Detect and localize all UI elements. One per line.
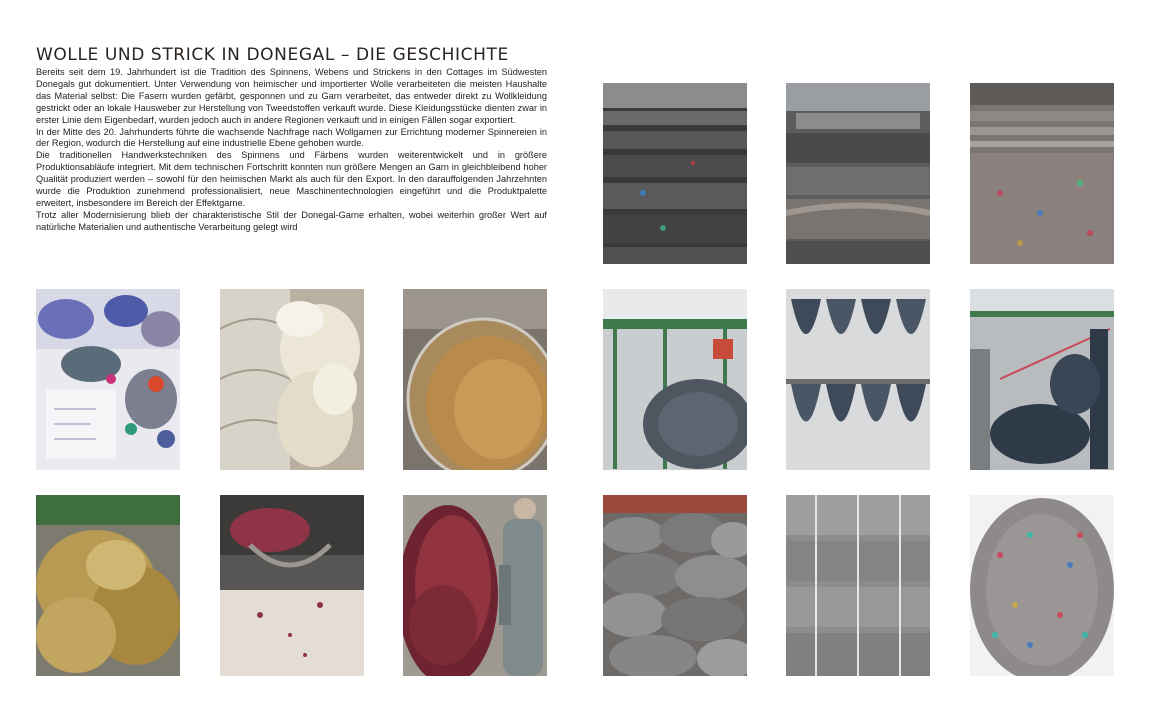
paragraph-4: Trotz aller Modernisierung blieb der charakteristische Stil der Donegal-Garne erhalten, wobei weiterhin großer Wert auf natürliche Materialien und authentische Verarbeitung gelegt wird	[36, 209, 547, 232]
photo-carding-machine-web	[786, 83, 930, 264]
page-title: WOLLE UND STRICK IN DONEGAL – DIE GESCHICHTE	[36, 45, 509, 66]
photo-golden-fiber-blending	[36, 495, 180, 676]
photo-donegal-yarn-cone	[970, 495, 1114, 676]
paragraph-1: Bereits seit dem 19. Jahrhundert ist die Tradition des Spinnens, Webens und Strickens in den Cottages im Südwesten Donegals gut dokumentiert. Unter Verwendung von heimischer und importierter Wolle verarbeiteten die meisten Haushalte das Material selbst: Die Fasern wurden gefärbt, gesponnen und zu Garn verarbeitet, das entweder direkt zu Wollkleidung gestrickt oder an lokale Hausweber zur Herstellung von Tweedstoffen verkauft wurde. Diese Kleidungsstücke dienten zwar in erster Linie dem Eigenbedarf, wurden jedoch auch in andere Regionen verkauft und in einigen Fällen sogar exportiert.	[36, 67, 547, 125]
body-text	[36, 67, 547, 234]
photo-reeling-machine	[970, 289, 1114, 470]
photo-roving-closeup	[970, 83, 1114, 264]
photo-grey-yarn-skeins-hanging	[786, 289, 930, 470]
photo-stacked-grey-hanks	[603, 495, 747, 676]
photo-spinning-frame-rollers	[603, 83, 747, 264]
photo-dyed-wool-in-vat	[403, 289, 547, 470]
photo-raw-white-fleece	[220, 289, 364, 470]
photo-red-fiber-mixing-machine	[220, 495, 364, 676]
photo-worker-with-red-fiber	[403, 495, 547, 676]
photo-spinning-hall-cone	[603, 289, 747, 470]
paragraph-2: In der Mitte des 20. Jahrhunderts führte die wachsende Nachfrage nach Wollgarnen zur Errichtung moderner Spinnereien in der Region, wodurch die Herstellung auf eine industrielle Ebene gehoben wurde.	[36, 126, 547, 149]
photo-colored-wool-samples	[36, 289, 180, 470]
photo-yarn-layers-closeup	[786, 495, 930, 676]
paragraph-3: Die traditionellen Handwerkstechniken des Spinnens und Färbens wurden weiterentwickelt und in größere Produktionsabläufe integriert. Mit dem technischen Fortschritt konnten nun größere Mengen an Garn in gleichbleibend hoher Qualität produziert werden – sowohl für den heimischen Markt als auch für den Export. In den darauffolgenden Jahrzehnten wurde die Produktion zunehmend professionalisiert, neue Maschinentechnologien eingeführt und die Produktpalette erweitert, insbesondere im Bereich der Effektgarne.	[36, 150, 547, 208]
